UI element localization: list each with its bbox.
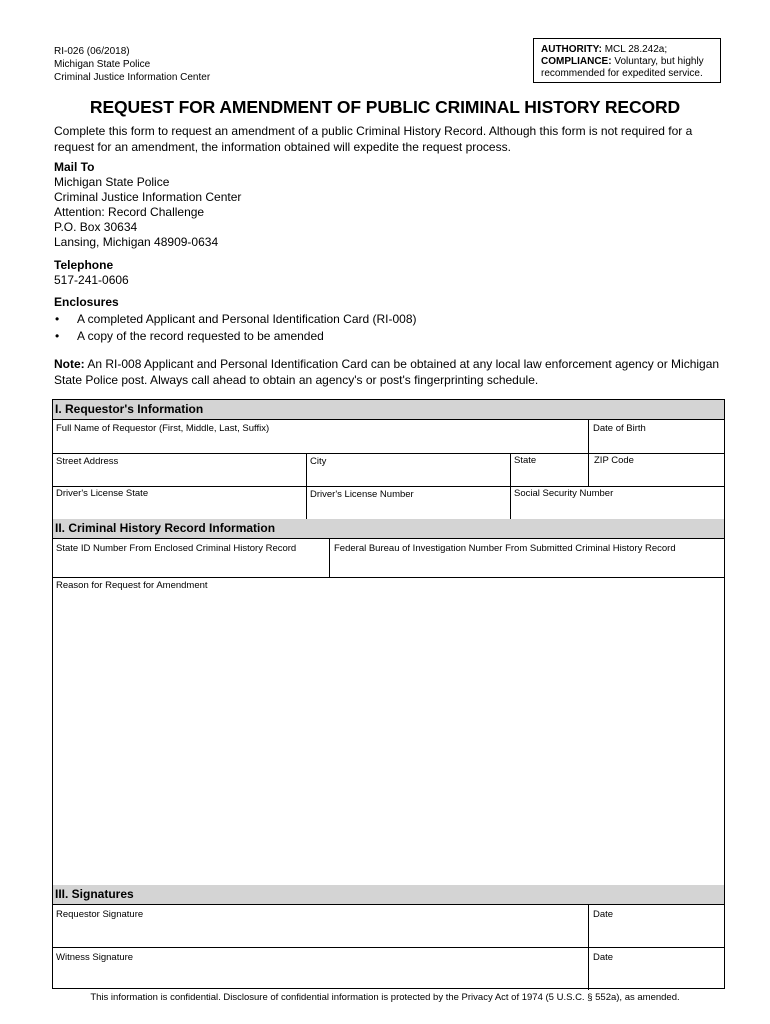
state-id-field[interactable]: State ID Number From Enclosed Criminal History Record bbox=[56, 543, 297, 554]
full-name-field[interactable]: Full Name of Requestor (First, Middle, Last, Suffix) bbox=[56, 423, 270, 434]
street-address-field[interactable]: Street Address bbox=[56, 456, 119, 467]
compliance-value: Voluntary, but highly bbox=[614, 56, 704, 67]
compliance-label: COMPLIANCE: bbox=[541, 56, 612, 67]
section-2-header: II. Criminal History Record Information bbox=[53, 519, 724, 539]
enclosures-list bbox=[54, 311, 417, 344]
dob-field[interactable]: Date of Birth bbox=[593, 423, 646, 434]
witness-signature-field[interactable]: Witness Signature bbox=[56, 952, 134, 963]
authority-label: AUTHORITY: bbox=[541, 44, 602, 55]
requestor-date-field[interactable]: Date bbox=[593, 909, 614, 920]
page-title: REQUEST FOR AMENDMENT OF PUBLIC CRIMINAL HISTORY RECORD bbox=[89, 97, 681, 117]
section-1-header: I. Requestor's Information bbox=[53, 400, 724, 420]
mail-line: Criminal Justice Information Center bbox=[54, 190, 242, 204]
ssn-field[interactable]: Social Security Number bbox=[514, 488, 614, 499]
telephone-block bbox=[54, 258, 129, 288]
compliance-value-cont: recommended for expedited service. bbox=[541, 68, 703, 79]
list-item: • A completed Applicant and Personal Identification Card (RI-008) bbox=[54, 311, 417, 328]
section-3-header: III. Signatures bbox=[53, 885, 724, 905]
witness-date-field[interactable]: Date bbox=[593, 952, 614, 963]
mail-line: P.O. Box 30634 bbox=[54, 220, 138, 234]
mail-to-heading: Mail To bbox=[54, 160, 95, 174]
mail-line: Lansing, Michigan 48909-0634 bbox=[54, 235, 219, 249]
mail-to-block bbox=[54, 160, 241, 250]
form-table bbox=[52, 399, 725, 989]
mail-line: Attention: Record Challenge bbox=[54, 205, 205, 219]
dl-number-field[interactable]: Driver's License Number bbox=[310, 489, 414, 500]
telephone-heading: Telephone bbox=[54, 258, 114, 272]
mail-line: Michigan State Police bbox=[54, 175, 170, 189]
form-header-info bbox=[54, 45, 210, 84]
authority-value: MCL 28.242a; bbox=[604, 44, 668, 55]
zip-field[interactable]: ZIP Code bbox=[594, 455, 634, 466]
note-block bbox=[54, 356, 724, 388]
intro-text: Complete this form to request an amendment of a public Criminal History Record. Although this form is not required for a request for an amendment, the information obtained will expedite the request process. bbox=[54, 124, 693, 154]
telephone-number: 517-241-0606 bbox=[54, 273, 129, 287]
city-field[interactable]: City bbox=[310, 456, 327, 467]
authority-box bbox=[533, 38, 721, 83]
center-name: Criminal Justice Information Center bbox=[54, 72, 211, 83]
state-field[interactable]: State bbox=[514, 455, 537, 466]
list-item: • A copy of the record requested to be amended bbox=[54, 328, 417, 345]
agency-name: Michigan State Police bbox=[54, 59, 151, 70]
footer-notice: This information is confidential. Disclosure of confidential information is protected by the Privacy Act of 1974 (5 U.S.C. § 552a), as amended. bbox=[90, 992, 680, 1003]
note-text: An RI-008 Applicant and Personal Identification Card can be obtained at any local law enforcement agency or Michigan State Police post. Always call ahead to obtain an agency's or post's fingerprinting schedule. bbox=[54, 357, 720, 387]
reason-field[interactable]: Reason for Request for Amendment bbox=[56, 580, 208, 591]
dl-state-field[interactable]: Driver's License State bbox=[56, 488, 149, 499]
requestor-signature-field[interactable]: Requestor Signature bbox=[56, 909, 144, 920]
form-id: RI-026 (06/2018) bbox=[54, 46, 130, 57]
note-label: Note: bbox=[54, 357, 85, 371]
fbi-number-field[interactable]: Federal Bureau of Investigation Number From Submitted Criminal History Record bbox=[334, 543, 676, 554]
enclosures-heading: Enclosures bbox=[54, 295, 119, 309]
